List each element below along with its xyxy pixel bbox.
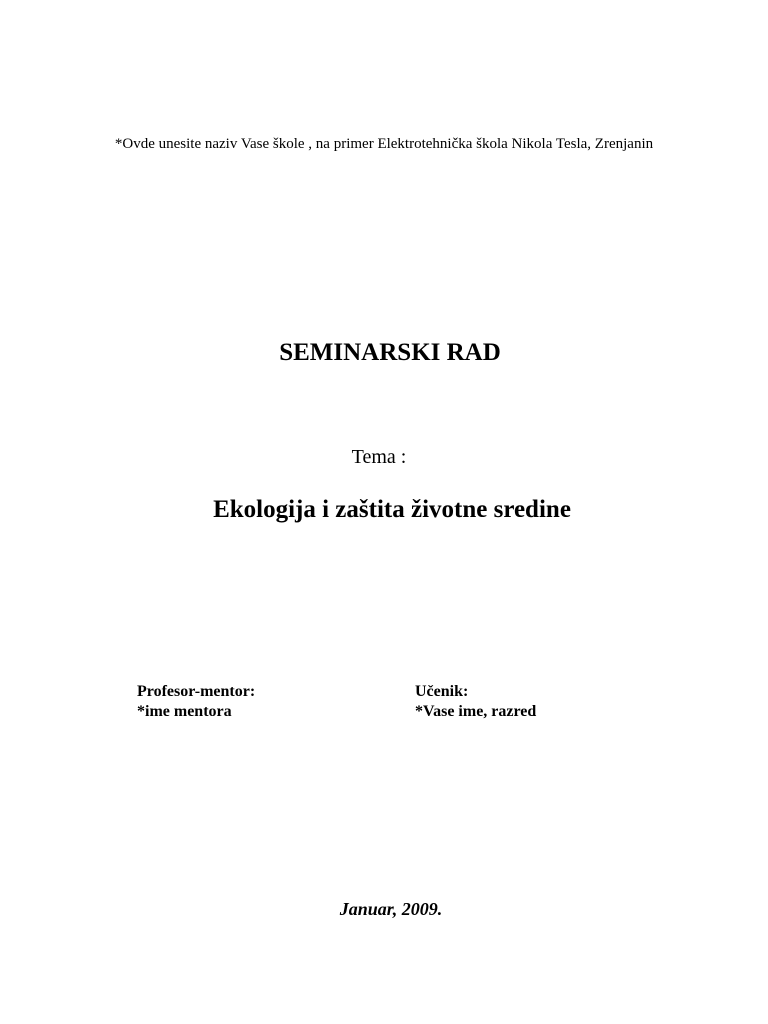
- mentor-name: *ime mentora: [137, 703, 232, 720]
- document-date: Januar, 2009.: [339, 899, 443, 919]
- student-block: [415, 682, 536, 722]
- theme-title: Ekologija i zaštita životne sredine: [213, 496, 571, 523]
- theme-label: Tema :: [351, 446, 407, 468]
- mentor-label: Profesor-mentor:: [137, 683, 256, 700]
- school-name-note: *Ovde unesite naziv Vase škole , na primer Elektrotehnička škola Nikola Tesla, Zrenjanin: [114, 136, 654, 152]
- document-title: SEMINARSKI RAD: [279, 339, 501, 366]
- student-name: *Vase ime, razred: [415, 703, 537, 720]
- student-label: Učenik:: [415, 683, 469, 700]
- mentor-block: [137, 682, 255, 722]
